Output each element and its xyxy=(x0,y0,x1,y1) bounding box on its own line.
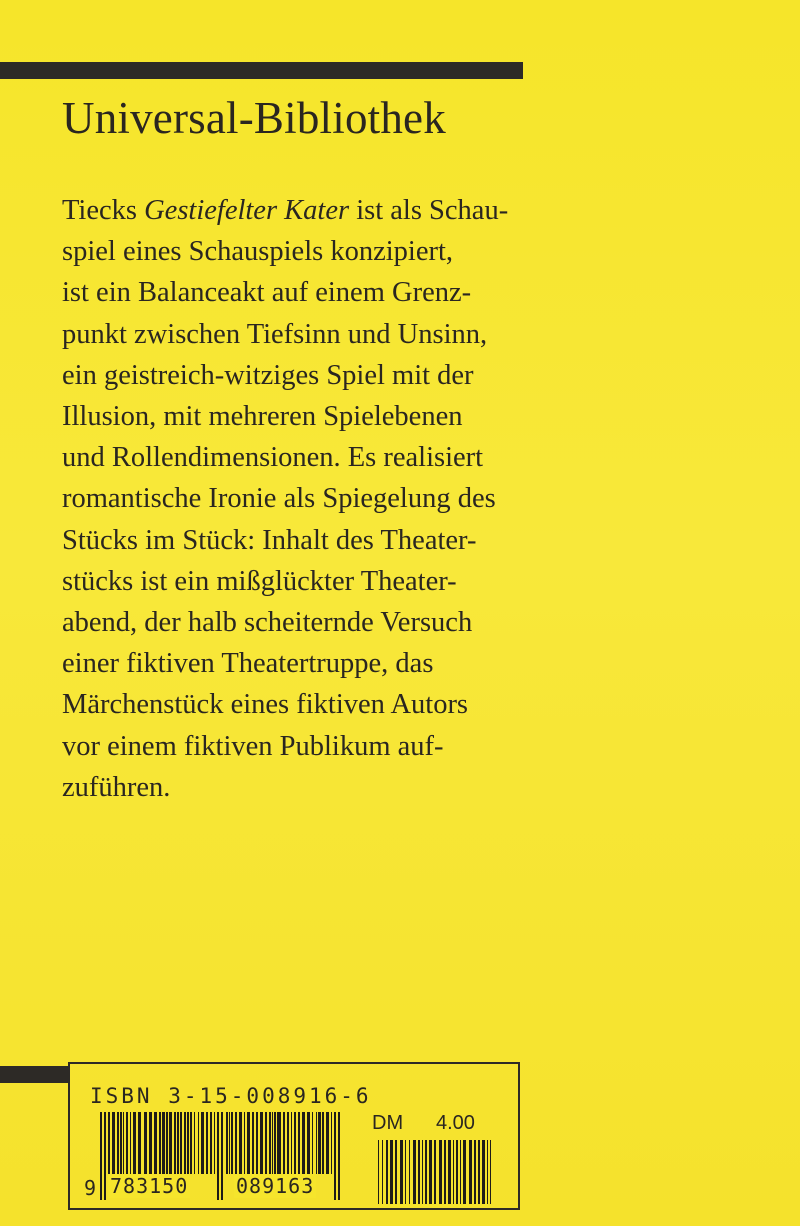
barcode-bar xyxy=(247,1112,250,1174)
price-barcode-bar xyxy=(463,1140,466,1204)
barcode-bar xyxy=(180,1112,182,1174)
barcode-bar xyxy=(112,1112,115,1174)
barcode-bar xyxy=(198,1112,199,1174)
series-title: Universal-Bibliothek xyxy=(62,93,446,143)
price-barcode-bar xyxy=(434,1140,436,1204)
price-barcode-bar xyxy=(386,1140,388,1204)
barcode-bar xyxy=(244,1112,245,1174)
price-barcode-bar xyxy=(378,1140,379,1204)
book-title-italic: Gestiefelter Kater xyxy=(144,195,350,226)
blurb-line xyxy=(62,726,582,767)
blurb-line xyxy=(62,355,582,396)
blurb-line xyxy=(62,478,582,519)
blurb-line xyxy=(62,437,582,478)
barcode-bar xyxy=(194,1112,195,1174)
barcode-bar xyxy=(256,1112,258,1174)
barcode-bar xyxy=(287,1112,289,1174)
top-rule xyxy=(0,62,523,79)
blurb-segment: abend, der halb scheiternde Versuch xyxy=(62,607,473,639)
blurb-segment: vor einem fiktiven Publikum auf- xyxy=(62,730,444,762)
barcode-bar xyxy=(318,1112,321,1174)
blurb-segment: einer fiktiven Theatertruppe, das xyxy=(62,648,434,680)
barcode-bar xyxy=(252,1112,254,1174)
barcode-bar xyxy=(126,1112,128,1174)
barcode-bar xyxy=(265,1112,267,1174)
barcode-bar xyxy=(159,1112,161,1174)
blurb-segment: Illusion, mit mehreren Spielebenen xyxy=(62,401,463,433)
ean-right-digits: 089163 xyxy=(236,1174,315,1198)
barcode-bar xyxy=(307,1112,310,1174)
barcode-bar xyxy=(201,1112,204,1174)
barcode-bar xyxy=(239,1112,242,1174)
barcode-bar xyxy=(272,1112,273,1174)
price-barcode-bar xyxy=(413,1140,416,1204)
barcode-bar xyxy=(226,1112,228,1174)
barcode-bar xyxy=(298,1112,300,1174)
blurb-segment: punkt zwischen Tiefsinn und Unsinn, xyxy=(62,318,488,350)
price-barcode-bar xyxy=(425,1140,427,1204)
blurb-segment: ist ein Balanceakt auf einem Grenz- xyxy=(62,277,472,309)
isbn-number: ISBN 3-15-008916-6 xyxy=(90,1084,372,1108)
barcode-bar xyxy=(331,1112,332,1174)
barcode-bar xyxy=(334,1112,336,1200)
blurb-line xyxy=(62,767,582,808)
barcode-bar xyxy=(120,1112,122,1174)
blurb-line xyxy=(62,520,582,561)
price-barcode-bar xyxy=(422,1140,423,1204)
price-amount: 4.00 xyxy=(436,1112,475,1134)
barcode-bar xyxy=(294,1112,296,1174)
price-barcode-bar xyxy=(482,1140,485,1204)
barcode-bar xyxy=(108,1112,110,1174)
barcode-bar xyxy=(130,1112,131,1174)
blurb-line xyxy=(62,396,582,437)
price-barcode-bar xyxy=(405,1140,406,1204)
blurb-segment: Tiecks xyxy=(62,195,145,226)
price-barcode-bar xyxy=(429,1140,432,1204)
price-barcode-bar xyxy=(453,1140,454,1204)
barcode-bar xyxy=(174,1112,176,1174)
barcode-bar xyxy=(231,1112,233,1174)
price-barcode-bar xyxy=(448,1140,451,1204)
blurb-segment: stücks ist ein mißglückter Theater- xyxy=(62,565,457,597)
barcode-bar xyxy=(100,1112,102,1200)
blurb-segment: romantische Ironie als Spiegelung des xyxy=(62,483,496,515)
barcode-bar xyxy=(210,1112,212,1174)
blurb-text xyxy=(62,190,582,808)
barcode-bar xyxy=(166,1112,168,1174)
price-barcode xyxy=(376,1140,496,1204)
barcode-bar xyxy=(221,1112,223,1200)
barcode-bar xyxy=(104,1112,106,1200)
barcode-bar xyxy=(269,1112,271,1174)
barcode-bar xyxy=(144,1112,147,1174)
barcode-bar xyxy=(117,1112,119,1174)
barcode-bar xyxy=(184,1112,186,1174)
barcode-bar xyxy=(326,1112,329,1174)
blurb-line xyxy=(62,684,582,725)
barcode-bar xyxy=(338,1112,340,1200)
price-barcode-bar xyxy=(456,1140,458,1204)
price-barcode-bar xyxy=(469,1140,472,1204)
price-barcode-bar xyxy=(395,1140,397,1204)
bottom-rule xyxy=(0,1066,70,1083)
barcode-bar xyxy=(302,1112,305,1174)
barcode-bar xyxy=(149,1112,152,1174)
blurb-line xyxy=(62,272,582,313)
barcode-bar xyxy=(138,1112,141,1174)
blurb-segment: ist als Schau- xyxy=(349,195,509,226)
barcode-bar xyxy=(235,1112,237,1174)
barcode-bar xyxy=(322,1112,324,1174)
blurb-line xyxy=(62,561,582,602)
price-barcode-bar xyxy=(409,1140,410,1204)
barcode-bar xyxy=(277,1112,280,1174)
blurb-segment: Stücks im Stück: Inhalt des Theater- xyxy=(62,524,477,556)
barcode-bar xyxy=(123,1112,124,1174)
barcode-bar xyxy=(214,1112,215,1174)
price-barcode-bar xyxy=(478,1140,480,1204)
blurb-segment: zuführen. xyxy=(62,771,171,803)
barcode-bar xyxy=(274,1112,276,1174)
price-barcode-bar xyxy=(400,1140,403,1204)
barcode-bar xyxy=(283,1112,285,1174)
ean-left-digits: 783150 xyxy=(110,1174,189,1198)
barcode-bar xyxy=(312,1112,313,1174)
blurb-line xyxy=(62,314,582,355)
barcode-bar xyxy=(133,1112,136,1174)
barcode-bar xyxy=(169,1112,172,1174)
price-barcode-bar xyxy=(474,1140,476,1204)
barcode-bar xyxy=(229,1112,230,1174)
blurb-segment: spiel eines Schauspiels konzipiert, xyxy=(62,236,453,268)
blurb-line xyxy=(62,231,582,272)
blurb-segment: und Rollendimensionen. Es realisiert xyxy=(62,442,484,474)
blurb-line xyxy=(62,643,582,684)
barcode-bar xyxy=(162,1112,165,1174)
barcode-bar xyxy=(154,1112,157,1174)
barcode-bar xyxy=(316,1112,317,1174)
barcode-bar xyxy=(291,1112,292,1174)
price-barcode-bar xyxy=(490,1140,491,1204)
price-currency: DM xyxy=(372,1112,404,1134)
price-barcode-bar xyxy=(418,1140,420,1204)
blurb-line xyxy=(62,190,582,231)
price-barcode-bar xyxy=(390,1140,393,1204)
barcode-bar xyxy=(206,1112,208,1174)
price-barcode-bar xyxy=(439,1140,442,1204)
price-barcode-bar xyxy=(444,1140,446,1204)
ean-first-digit: 9 xyxy=(84,1176,97,1200)
blurb-line xyxy=(62,602,582,643)
price-barcode-bar xyxy=(382,1140,383,1204)
price-barcode-bar xyxy=(460,1140,461,1204)
barcode-bar xyxy=(280,1112,281,1174)
barcode-bar xyxy=(190,1112,192,1174)
blurb-segment: Märchenstück eines fiktiven Autors xyxy=(62,689,469,721)
blurb-segment: ein geistreich-witziges Spiel mit der xyxy=(62,359,474,391)
price-barcode-bar xyxy=(487,1140,488,1204)
barcode-bar xyxy=(187,1112,189,1174)
barcode-bar xyxy=(177,1112,179,1174)
barcode-bar xyxy=(262,1112,263,1174)
barcode-bar xyxy=(217,1112,219,1200)
barcode-bar xyxy=(260,1112,262,1174)
